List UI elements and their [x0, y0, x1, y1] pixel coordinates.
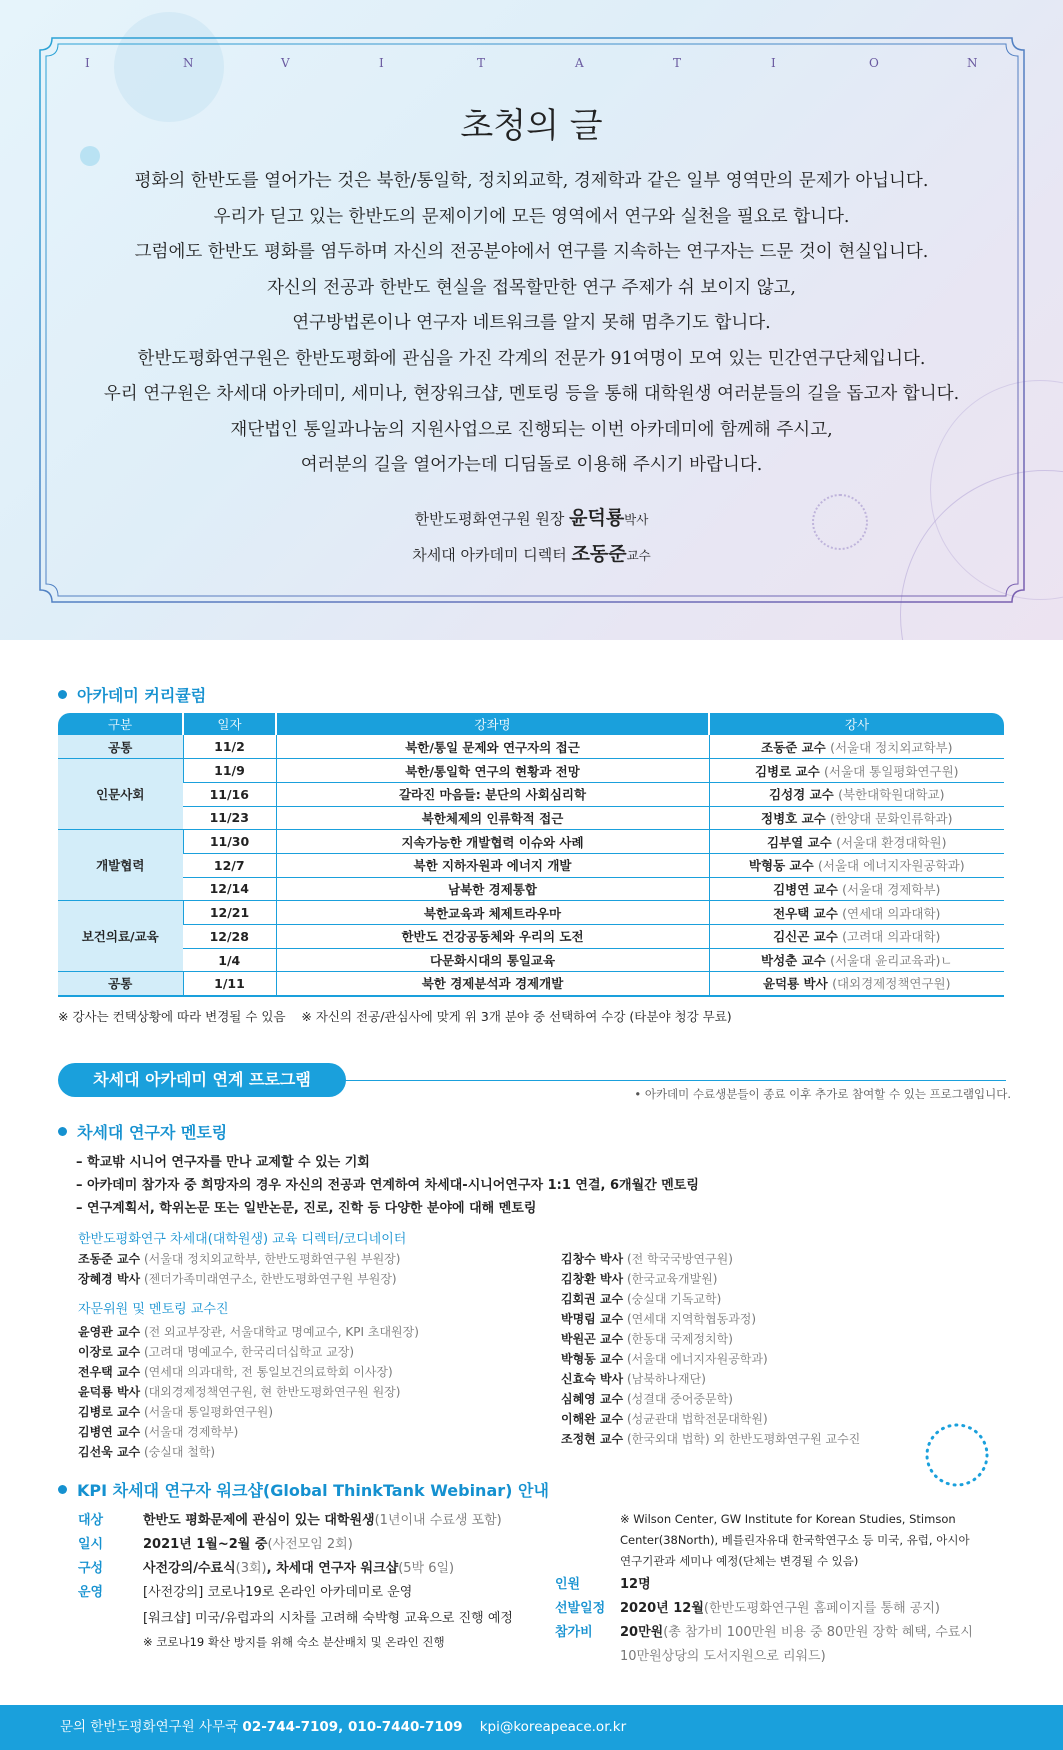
invitation-title: 초청의 글: [460, 106, 603, 146]
lecturer-cell: 김성경 교수 (북한대학원대학교): [709, 782, 1004, 806]
kpi-value: 10만원상당의 도서지원으로 리워드): [620, 1649, 826, 1664]
table-row: [58, 830, 1004, 854]
kpi-label: 구성: [78, 1561, 104, 1576]
list-item: 박원곤 교수 (한동대 국제정치학): [561, 1332, 733, 1346]
date-cell: 12/21: [183, 901, 276, 925]
table-row: [58, 901, 1004, 925]
list-item: 이해완 교수 (성균관대 법학전문대학원): [561, 1412, 768, 1426]
contact-footer: 문의 한반도평화연구원 사무국 02-744-7109, 010-7440-7109 kpi@koreapeace.or.kr: [0, 1705, 1063, 1750]
program-note: • 아카데미 수료생분들이 종료 이후 추가로 참여할 수 있는 프로그램입니다.: [634, 1087, 1011, 1101]
lecturer-cell: 박성춘 교수 (서울대 윤리교육과)ㄴ: [709, 948, 1004, 972]
category-cell: 공통: [58, 735, 183, 759]
course-cell: 한반도 건강공동체와 우리의 도전: [276, 925, 709, 949]
date-cell: 12/14: [183, 877, 276, 901]
kpi-label: 운영: [78, 1585, 104, 1600]
date-cell: 1/11: [183, 972, 276, 996]
list-item: 김선욱 교수 (숭실대 철학): [78, 1445, 216, 1459]
category-cell: 개발협력: [58, 830, 183, 901]
signature-academy: 차세대 아카데미 디렉터 조동준교수: [412, 543, 651, 565]
date-cell: 11/30: [183, 830, 276, 854]
list-item: 윤덕룡 박사 (대외경제정책연구원, 현 한반도평화연구원 원장): [78, 1385, 401, 1399]
kpi-value: [워크샵] 미국/유럽과의 시차를 고려해 숙박형 교육으로 진행 예정: [143, 1611, 513, 1626]
kpi-value: 한반도 평화문제에 관심이 있는 대학원생(1년이내 수료생 포함): [143, 1513, 502, 1528]
directors-subheading: 한반도평화연구 차세대(대학원생) 교육 디렉터/코디네이터: [78, 1232, 407, 1247]
table-row: [58, 806, 1004, 830]
course-cell: 지속가능한 개발협력 이슈와 사례: [276, 830, 709, 854]
course-cell: 갈라진 마음들: 분단의 사회심리학: [276, 782, 709, 806]
list-item: 박형동 교수 (서울대 에너지자원공학과): [561, 1352, 768, 1366]
signature-director: 한반도평화연구원 원장 윤덕룡박사: [414, 507, 649, 529]
lecturer-cell: 김신곤 교수 (고려대 의과대학): [709, 925, 1004, 949]
list-item: 김병로 교수 (서울대 통일평화연구원): [78, 1405, 274, 1419]
kpi-label: 인원: [555, 1577, 581, 1592]
table-row: [58, 853, 1004, 877]
kpi-heading: KPI 차세대 연구자 워크샵(Global ThinkTank Webinar) 안내: [58, 1478, 549, 1501]
mentoring-heading: 차세대 연구자 멘토링: [58, 1120, 227, 1143]
category-cell: 보건의료/교육: [58, 901, 183, 972]
list-item: 김창환 박사 (한국교육개발원): [561, 1272, 718, 1286]
date-cell: 11/9: [183, 759, 276, 783]
category-cell: 공통: [58, 972, 183, 996]
course-cell: 북한/통일학 연구의 현황과 전망: [276, 759, 709, 783]
kpi-footnote: ※ 코로나19 확산 방지를 위해 숙소 분산배치 및 온라인 진행: [143, 1635, 445, 1649]
lecturer-cell: 김병로 교수 (서울대 통일평화연구원): [709, 759, 1004, 783]
kpi-label: 선발일정: [555, 1601, 606, 1616]
kpi-left: [78, 1509, 548, 1689]
list-item: 신효숙 박사 (남북하나재단): [561, 1372, 706, 1386]
curriculum-heading: 아카데미 커리큘럼: [58, 683, 206, 706]
kpi-label: 일시: [78, 1537, 104, 1552]
email-link[interactable]: kpi@koreapeace.or.kr: [479, 1719, 627, 1735]
date-cell: 11/23: [183, 806, 276, 830]
kpi-note: ※ Wilson Center, GW Institute for Korean Studies, Stimson Center(38North), 베를린자유대 한국학연구소 등 미국, 유럽, 아시아 연구기관과 세미나 예정(단체는 변경될 수 있음): [620, 1512, 970, 1568]
kpi-value: [사전강의] 코로나19로 온라인 아카데미로 운영: [143, 1585, 413, 1600]
category-cell: 인문사회: [58, 759, 183, 830]
kpi-value: 12명: [620, 1577, 651, 1592]
kpi-label: 대상: [78, 1513, 104, 1528]
list-item: 조동준 교수 (서울대 정치외교학부, 한반도평화연구원 부원장): [78, 1252, 401, 1266]
date-cell: 11/2: [183, 735, 276, 759]
lecturer-cell: 박형동 교수 (서울대 에너지자원공학과): [709, 853, 1004, 877]
program-pill: 차세대 아카데미 연계 프로그램: [58, 1063, 346, 1097]
course-cell: 북한교육과 체제트라우마: [276, 901, 709, 925]
curriculum-note: ※ 강사는 컨택상황에 따라 변경될 수 있음 ※ 자신의 전공/관심사에 맞게 위 3개 분야 중 선택하여 수강 (타분야 청강 무료): [58, 1009, 732, 1024]
kpi-right: [555, 1509, 1015, 1689]
mentoring-bullet: – 연구계획서, 학위논문 또는 일반논문, 진로, 진학 등 다양한 분야에 대해 멘토링: [76, 1201, 537, 1216]
date-cell: 1/4: [183, 948, 276, 972]
col-header: 구분: [58, 713, 183, 735]
invitation-paragraph: 평화의 한반도를 열어가는 것은 북한/통일학, 정치외교학, 경제학과 같은 일부 영역만의 문제가 아닙니다. 우리가 딛고 있는 한반도의 문제이기에 모든 영역에서 연구와 실천을 필요로 합니다. 그럼에도 한반도 평화를 염두하며 자신의 전공분야에서 연구를 지속하는 연구자는 드문 것이 현실입니다. 자신의 전공과 한반도 현실을 접목할만한 연구 주제가 쉬 보이지 않고, 연구방법론이나 연구자 네트워크를 알지 못해 멈추기도 합니다. 한반도평화연구원은 한반도평화에 관심을 가진 각계의 전문가 91여명이 모여 있는 민간연구단체입니다. 우리 연구원은 차세대 아카데미, 세미나, 현장워크샵, 멘토링 등을 통해 대학원생 여러분들의 길을 돕고자 합니다. 재단법인 통일과나눔의 지원사업으로 진행되는 이번 아카데미에 함께해 주시고, 여러분의 길을 열어가는데 디딤돌로 이용해 주시기 바랍니다.: [103, 171, 960, 475]
lecturer-cell: 조동준 교수 (서울대 정치외교학부): [709, 735, 1004, 759]
list-item: 조정현 교수 (한국외대 법학) 외 한반도평화연구원 교수진: [561, 1432, 861, 1446]
list-item: 김회권 교수 (숭실대 기독교학): [561, 1292, 722, 1306]
kpi-value: 2020년 12월(한반도평화연구원 홈페이지를 통해 공지): [620, 1601, 940, 1616]
kpi-value: 20만원(총 참가비 100만원 비용 중 80만원 장학 혜택, 수료시: [620, 1625, 973, 1640]
date-cell: 11/16: [183, 782, 276, 806]
lecturer-cell: 전우택 교수 (연세대 의과대학): [709, 901, 1004, 925]
lecturer-cell: 윤덕룡 박사 (대외경제정책연구원): [709, 972, 1004, 996]
course-cell: 북한체제의 인류학적 접근: [276, 806, 709, 830]
table-row: [58, 877, 1004, 901]
list-item: 윤영관 교수 (전 외교부장관, 서울대학교 명예교수, KPI 초대원장): [78, 1325, 419, 1339]
advisors-list-left: [78, 1322, 419, 1462]
table-row: [58, 759, 1004, 783]
advisors-list-right: [561, 1249, 860, 1449]
directors-list: [78, 1249, 400, 1289]
col-header: 강좌명: [276, 713, 709, 735]
mentoring-bullet: – 아카데미 참가자 중 희망자의 경우 자신의 전공과 연계하여 차세대-시니어연구자 1:1 연결, 6개월간 멘토링: [76, 1178, 699, 1193]
mentoring-bullet: – 학교밖 시니어 연구자를 만나 교제할 수 있는 기회: [76, 1155, 370, 1170]
list-item: 전우택 교수 (연세대 의과대학, 전 통일보건의료학회 이사장): [78, 1365, 393, 1379]
kpi-label: 참가비: [555, 1625, 593, 1640]
kpi-value: 2021년 1월~2월 중(사전모임 2회): [143, 1537, 353, 1552]
kpi-value: 사전강의/수료식(3회), 차세대 연구자 워크샵(5박 6일): [143, 1561, 455, 1576]
table-row: [58, 972, 1004, 996]
lecturer-cell: 정병호 교수 (한양대 문화인류학과): [709, 806, 1004, 830]
list-item: 심혜영 교수 (성결대 중어중문학): [561, 1392, 733, 1406]
list-item: 김병연 교수 (서울대 경제학부): [78, 1425, 239, 1439]
course-cell: 남북한 경제통합: [276, 877, 709, 901]
deco-dotted-circle: [922, 1420, 992, 1490]
course-cell: 북한 지하자원과 에너지 개발: [276, 853, 709, 877]
course-cell: 북한 경제분석과 경제개발: [276, 972, 709, 996]
table-row: [58, 925, 1004, 949]
divider: [340, 1080, 1006, 1081]
list-item: 박명림 교수 (연세대 지역학협동과정): [561, 1312, 757, 1326]
invitation-section: I N V I T A T I O N 초청의 글 평화의 한반도를 열어가는 것은 북한/통일학, 정치외교학, 경제학과 같은 일부 영역만의 문제가 아닙니다. 우리가 딛고 있는 한반도의 문제이기에 모든 영역에서 연구와 실천을 필요로 합니다. 그럼에도 한반도 평화를 염두하며 자신의 전공분야에서 연구를 지속하는 연구자는 드문 것이 현실입니다. 자신의 전공과 한반도 현실을 접목할만한 연구 주제가 쉬 보이지 않고, 연구방법론이나 연구자 네트워크를 알지 못해 멈추기도 합니다. 한반도평화연구원은 한반도평화에 관심을 가진 각계의 전문가 91여명이 모여 있는 민간연구단체입니다. 우리 연구원은 차세대 아카데미, 세미나, 현장워크샵, 멘토링 등을 통해 대학원생 여러분들의 길을 돕고자 합니다. 재단법인 통일과나눔의 지원사업으로 진행되는 이번 아카데미에 함께해 주시고, 여러분의 길을 열어가는데 디딤돌로 이용해 주시기 바랍니다. 한반도평화연구원 원장 윤덕룡박사 차세대 아카데미 디렉터 조동준교수: [0, 0, 1063, 640]
date-cell: 12/28: [183, 925, 276, 949]
table-row: [58, 948, 1004, 972]
lecturer-cell: 김병연 교수 (서울대 경제학부): [709, 877, 1004, 901]
table-row: [58, 735, 1004, 759]
list-item: 장혜경 박사 (젠더가족미래연구소, 한반도평화연구원 부원장): [78, 1272, 397, 1286]
lecturer-cell: 김부열 교수 (서울대 환경대학원): [709, 830, 1004, 854]
advisors-subheading: 자문위원 및 멘토링 교수진: [78, 1302, 229, 1317]
course-cell: 다문화시대의 통일교육: [276, 948, 709, 972]
list-item: 이장로 교수 (고려대 명예교수, 한국리더십학교 교장): [78, 1345, 355, 1359]
list-item: 김창수 박사 (전 학국국방연구원): [561, 1252, 733, 1266]
col-header: 일자: [183, 713, 276, 735]
curriculum-table: [58, 713, 1004, 997]
date-cell: 12/7: [183, 853, 276, 877]
col-header: 강사: [709, 713, 1004, 735]
table-row: [58, 782, 1004, 806]
course-cell: 북한/통일 문제와 연구자의 접근: [276, 735, 709, 759]
